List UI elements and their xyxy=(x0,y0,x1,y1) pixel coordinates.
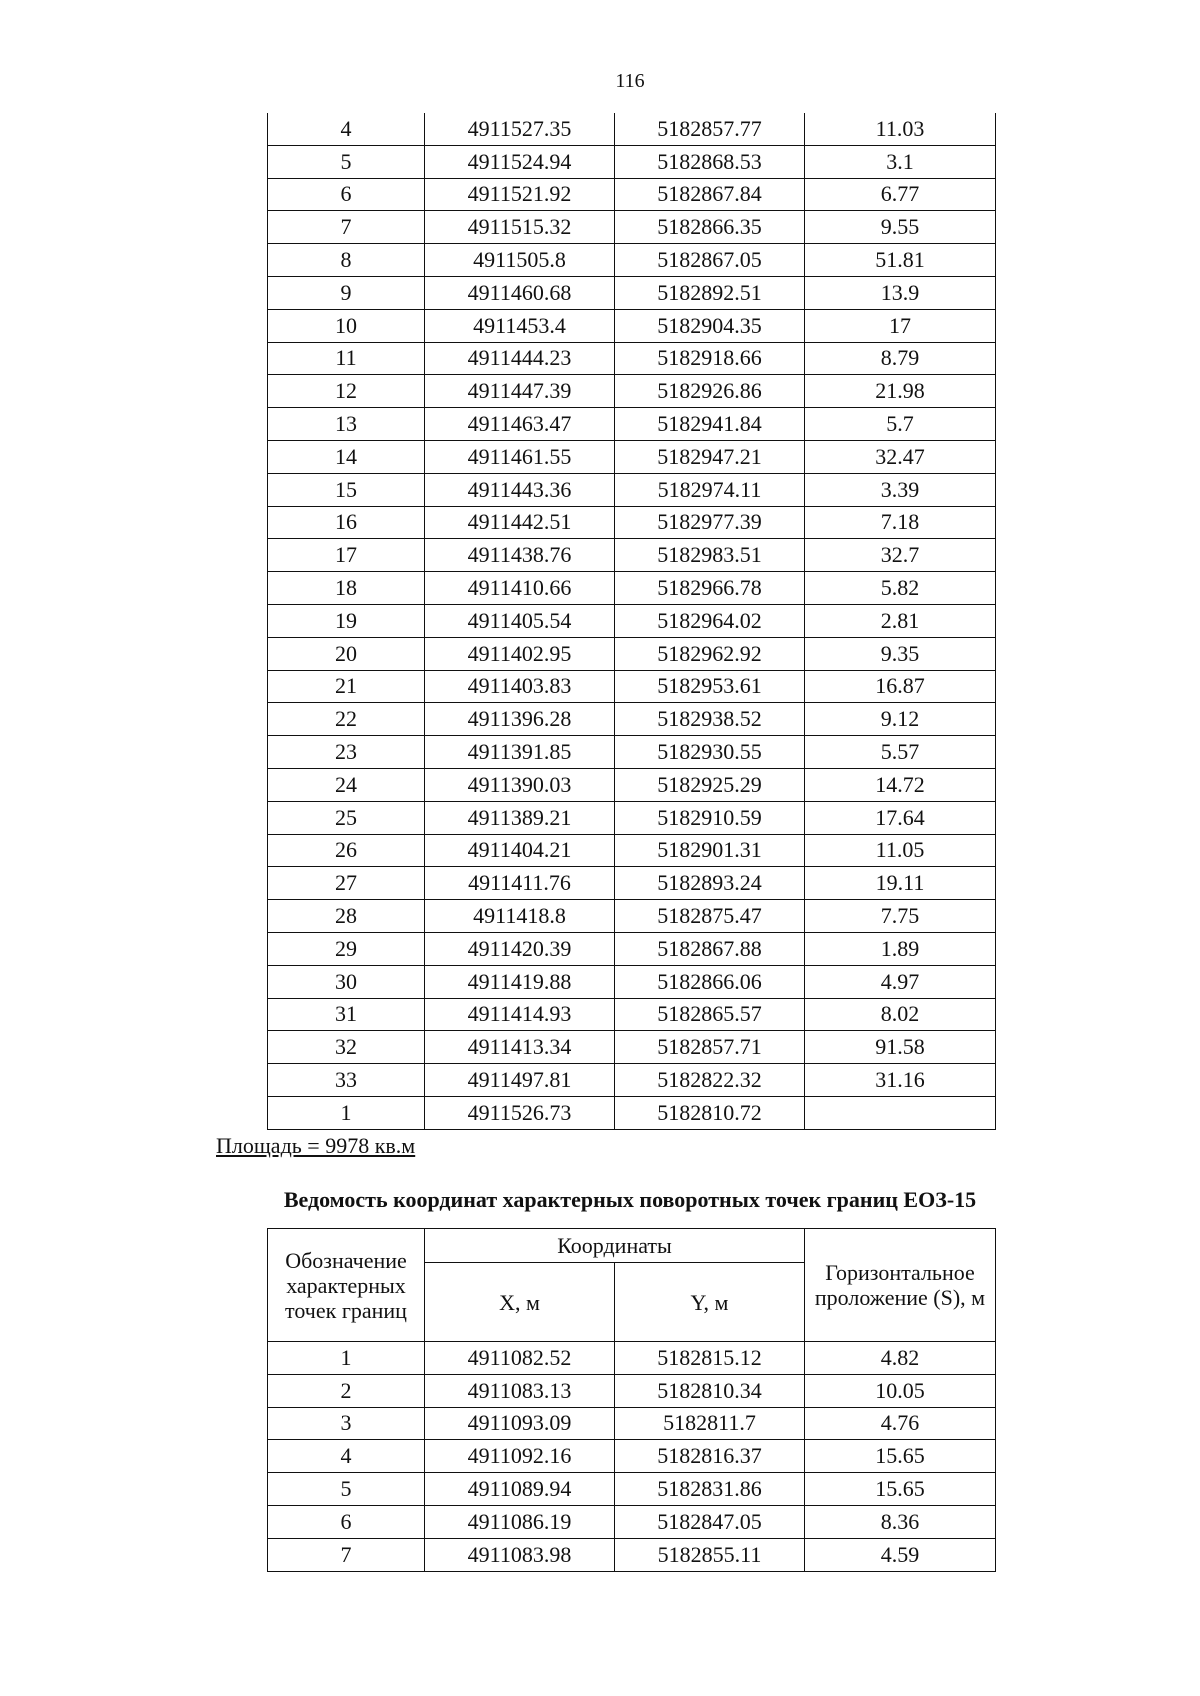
cell-point-number: 17 xyxy=(268,539,425,572)
cell-distance: 9.12 xyxy=(805,703,996,736)
cell-y: 5182810.34 xyxy=(615,1374,805,1407)
cell-x: 4911086.19 xyxy=(425,1505,615,1538)
cell-x: 4911444.23 xyxy=(425,342,615,375)
cell-x: 4911082.52 xyxy=(425,1342,615,1375)
cell-distance: 10.05 xyxy=(805,1374,996,1407)
table-row xyxy=(268,113,996,145)
cell-x: 4911396.28 xyxy=(425,703,615,736)
cell-y: 5182964.02 xyxy=(615,604,805,637)
cell-distance: 19.11 xyxy=(805,867,996,900)
header-horizontal-distance: Горизонтальное проложение (S), м xyxy=(805,1229,996,1342)
cell-distance: 21.98 xyxy=(805,375,996,408)
cell-point-number: 13 xyxy=(268,408,425,441)
cell-y: 5182867.84 xyxy=(615,178,805,211)
table-row xyxy=(268,506,996,539)
cell-x: 4911521.92 xyxy=(425,178,615,211)
cell-x: 4911453.4 xyxy=(425,309,615,342)
cell-x: 4911403.83 xyxy=(425,670,615,703)
cell-y: 5182941.84 xyxy=(615,408,805,441)
table-row xyxy=(268,965,996,998)
cell-y: 5182983.51 xyxy=(615,539,805,572)
table-row xyxy=(268,834,996,867)
cell-distance: 31.16 xyxy=(805,1064,996,1097)
cell-y: 5182893.24 xyxy=(615,867,805,900)
cell-x: 4911089.94 xyxy=(425,1473,615,1506)
cell-y: 5182938.52 xyxy=(615,703,805,736)
cell-y: 5182867.05 xyxy=(615,244,805,277)
cell-point-number: 14 xyxy=(268,440,425,473)
cell-y: 5182925.29 xyxy=(615,768,805,801)
cell-x: 4911526.73 xyxy=(425,1096,615,1129)
cell-distance: 14.72 xyxy=(805,768,996,801)
cell-x: 4911389.21 xyxy=(425,801,615,834)
header-y: Y, м xyxy=(615,1263,805,1342)
cell-point-number: 18 xyxy=(268,572,425,605)
table-row xyxy=(268,244,996,277)
table-row xyxy=(268,900,996,933)
coordinates-table-body xyxy=(268,113,996,1129)
cell-distance: 51.81 xyxy=(805,244,996,277)
cell-point-number: 2 xyxy=(268,1374,425,1407)
cell-x: 4911093.09 xyxy=(425,1407,615,1440)
table-row xyxy=(268,1374,996,1407)
cell-distance: 8.79 xyxy=(805,342,996,375)
cell-point-number: 6 xyxy=(268,1505,425,1538)
cell-point-number: 7 xyxy=(268,211,425,244)
cell-y: 5182962.92 xyxy=(615,637,805,670)
cell-point-number: 25 xyxy=(268,801,425,834)
cell-x: 4911463.47 xyxy=(425,408,615,441)
cell-y: 5182910.59 xyxy=(615,801,805,834)
cell-distance: 7.75 xyxy=(805,900,996,933)
cell-x: 4911447.39 xyxy=(425,375,615,408)
cell-distance: 16.87 xyxy=(805,670,996,703)
coordinates-table-continued xyxy=(267,113,996,1130)
cell-point-number: 23 xyxy=(268,736,425,769)
cell-point-number: 4 xyxy=(268,113,425,145)
cell-point-number: 6 xyxy=(268,178,425,211)
header-x: X, м xyxy=(425,1263,615,1342)
cell-y: 5182810.72 xyxy=(615,1096,805,1129)
cell-distance: 4.97 xyxy=(805,965,996,998)
cell-distance: 17 xyxy=(805,309,996,342)
cell-x: 4911391.85 xyxy=(425,736,615,769)
cell-point-number: 12 xyxy=(268,375,425,408)
table-row xyxy=(268,276,996,309)
cell-point-number: 7 xyxy=(268,1538,425,1571)
cell-y: 5182901.31 xyxy=(615,834,805,867)
cell-point-number: 8 xyxy=(268,244,425,277)
table-row xyxy=(268,440,996,473)
cell-point-number: 31 xyxy=(268,998,425,1031)
cell-distance: 15.65 xyxy=(805,1473,996,1506)
cell-distance: 7.18 xyxy=(805,506,996,539)
cell-point-number: 16 xyxy=(268,506,425,539)
cell-x: 4911390.03 xyxy=(425,768,615,801)
cell-distance: 8.36 xyxy=(805,1505,996,1538)
table-row xyxy=(268,342,996,375)
page-number: 116 xyxy=(615,70,645,92)
cell-distance: 13.9 xyxy=(805,276,996,309)
cell-point-number: 15 xyxy=(268,473,425,506)
cell-distance: 3.39 xyxy=(805,473,996,506)
cell-point-number: 29 xyxy=(268,932,425,965)
cell-distance xyxy=(805,1096,996,1129)
table-row xyxy=(268,801,996,834)
table-row xyxy=(268,1505,996,1538)
cell-distance: 5.57 xyxy=(805,736,996,769)
cell-x: 4911420.39 xyxy=(425,932,615,965)
cell-point-number: 33 xyxy=(268,1064,425,1097)
table-row xyxy=(268,768,996,801)
cell-y: 5182918.66 xyxy=(615,342,805,375)
cell-x: 4911515.32 xyxy=(425,211,615,244)
cell-x: 4911402.95 xyxy=(425,637,615,670)
cell-x: 4911419.88 xyxy=(425,965,615,998)
table-row xyxy=(268,637,996,670)
cell-y: 5182815.12 xyxy=(615,1342,805,1375)
cell-distance: 4.82 xyxy=(805,1342,996,1375)
table-row xyxy=(268,572,996,605)
cell-y: 5182953.61 xyxy=(615,670,805,703)
cell-distance: 91.58 xyxy=(805,1031,996,1064)
cell-distance: 5.82 xyxy=(805,572,996,605)
table-row xyxy=(268,309,996,342)
cell-y: 5182865.57 xyxy=(615,998,805,1031)
cell-x: 4911461.55 xyxy=(425,440,615,473)
cell-point-number: 3 xyxy=(268,1407,425,1440)
table-row xyxy=(268,1096,996,1129)
table-row xyxy=(268,1342,996,1375)
table-row xyxy=(268,473,996,506)
table-row xyxy=(268,1538,996,1571)
cell-x: 4911524.94 xyxy=(425,145,615,178)
table-row xyxy=(268,408,996,441)
cell-y: 5182847.05 xyxy=(615,1505,805,1538)
table-row xyxy=(268,1440,996,1473)
cell-y: 5182892.51 xyxy=(615,276,805,309)
cell-y: 5182866.06 xyxy=(615,965,805,998)
cell-distance: 17.64 xyxy=(805,801,996,834)
cell-point-number: 5 xyxy=(268,1473,425,1506)
cell-point-number: 5 xyxy=(268,145,425,178)
cell-x: 4911083.98 xyxy=(425,1538,615,1571)
cell-y: 5182926.86 xyxy=(615,375,805,408)
cell-x: 4911414.93 xyxy=(425,998,615,1031)
cell-distance: 1.89 xyxy=(805,932,996,965)
table-row xyxy=(268,211,996,244)
cell-distance: 2.81 xyxy=(805,604,996,637)
cell-y: 5182866.35 xyxy=(615,211,805,244)
table-row xyxy=(268,604,996,637)
table-row xyxy=(268,670,996,703)
table-row xyxy=(268,1031,996,1064)
cell-distance: 3.1 xyxy=(805,145,996,178)
cell-y: 5182875.47 xyxy=(615,900,805,933)
cell-point-number: 28 xyxy=(268,900,425,933)
cell-point-number: 21 xyxy=(268,670,425,703)
table-row xyxy=(268,145,996,178)
coordinates-table-eoz-15-body xyxy=(268,1342,996,1572)
cell-x: 4911418.8 xyxy=(425,900,615,933)
cell-distance: 4.76 xyxy=(805,1407,996,1440)
table-row xyxy=(268,1473,996,1506)
cell-x: 4911410.66 xyxy=(425,572,615,605)
cell-x: 4911505.8 xyxy=(425,244,615,277)
cell-x: 4911442.51 xyxy=(425,506,615,539)
table-title: Ведомость координат характерных поворотных точек границ ЕОЗ-15 xyxy=(283,1187,977,1212)
cell-point-number: 9 xyxy=(268,276,425,309)
cell-point-number: 1 xyxy=(268,1342,425,1375)
cell-x: 4911405.54 xyxy=(425,604,615,637)
cell-x: 4911497.81 xyxy=(425,1064,615,1097)
table-row xyxy=(268,539,996,572)
cell-point-number: 26 xyxy=(268,834,425,867)
cell-distance: 11.05 xyxy=(805,834,996,867)
cell-point-number: 30 xyxy=(268,965,425,998)
cell-distance: 15.65 xyxy=(805,1440,996,1473)
table-row xyxy=(268,703,996,736)
cell-point-number: 11 xyxy=(268,342,425,375)
cell-y: 5182947.21 xyxy=(615,440,805,473)
cell-x: 4911413.34 xyxy=(425,1031,615,1064)
cell-point-number: 27 xyxy=(268,867,425,900)
cell-y: 5182822.32 xyxy=(615,1064,805,1097)
cell-distance: 5.7 xyxy=(805,408,996,441)
cell-distance: 6.77 xyxy=(805,178,996,211)
cell-x: 4911460.68 xyxy=(425,276,615,309)
area-note: Площадь = 9978 кв.м xyxy=(216,1133,416,1158)
cell-y: 5182811.7 xyxy=(615,1407,805,1440)
cell-point-number: 24 xyxy=(268,768,425,801)
table-row xyxy=(268,932,996,965)
table-row xyxy=(268,867,996,900)
cell-x: 4911411.76 xyxy=(425,867,615,900)
cell-distance: 11.03 xyxy=(805,113,996,145)
cell-x: 4911527.35 xyxy=(425,113,615,145)
cell-y: 5182930.55 xyxy=(615,736,805,769)
cell-distance: 4.59 xyxy=(805,1538,996,1571)
cell-point-number: 19 xyxy=(268,604,425,637)
coordinates-table-eoz-15 xyxy=(267,1228,996,1572)
cell-point-number: 1 xyxy=(268,1096,425,1129)
table-row xyxy=(268,998,996,1031)
table-row xyxy=(268,1064,996,1097)
cell-distance: 9.55 xyxy=(805,211,996,244)
cell-point-number: 4 xyxy=(268,1440,425,1473)
cell-y: 5182966.78 xyxy=(615,572,805,605)
cell-x: 4911404.21 xyxy=(425,834,615,867)
header-point-designation: Обозначение характерных точек границ xyxy=(268,1229,425,1342)
cell-y: 5182857.77 xyxy=(615,113,805,145)
cell-x: 4911438.76 xyxy=(425,539,615,572)
cell-y: 5182974.11 xyxy=(615,473,805,506)
header-coordinates: Координаты xyxy=(425,1229,805,1263)
cell-y: 5182855.11 xyxy=(615,1538,805,1571)
cell-y: 5182857.71 xyxy=(615,1031,805,1064)
cell-point-number: 32 xyxy=(268,1031,425,1064)
cell-y: 5182867.88 xyxy=(615,932,805,965)
table-row xyxy=(268,178,996,211)
table-row xyxy=(268,736,996,769)
cell-distance: 8.02 xyxy=(805,998,996,1031)
cell-x: 4911443.36 xyxy=(425,473,615,506)
cell-distance: 32.47 xyxy=(805,440,996,473)
cell-distance: 9.35 xyxy=(805,637,996,670)
cell-x: 4911092.16 xyxy=(425,1440,615,1473)
cell-point-number: 22 xyxy=(268,703,425,736)
table-row xyxy=(268,375,996,408)
table-row xyxy=(268,1407,996,1440)
cell-distance: 32.7 xyxy=(805,539,996,572)
cell-x: 4911083.13 xyxy=(425,1374,615,1407)
cell-y: 5182816.37 xyxy=(615,1440,805,1473)
cell-y: 5182868.53 xyxy=(615,145,805,178)
cell-y: 5182904.35 xyxy=(615,309,805,342)
cell-point-number: 10 xyxy=(268,309,425,342)
cell-point-number: 20 xyxy=(268,637,425,670)
cell-y: 5182977.39 xyxy=(615,506,805,539)
cell-y: 5182831.86 xyxy=(615,1473,805,1506)
